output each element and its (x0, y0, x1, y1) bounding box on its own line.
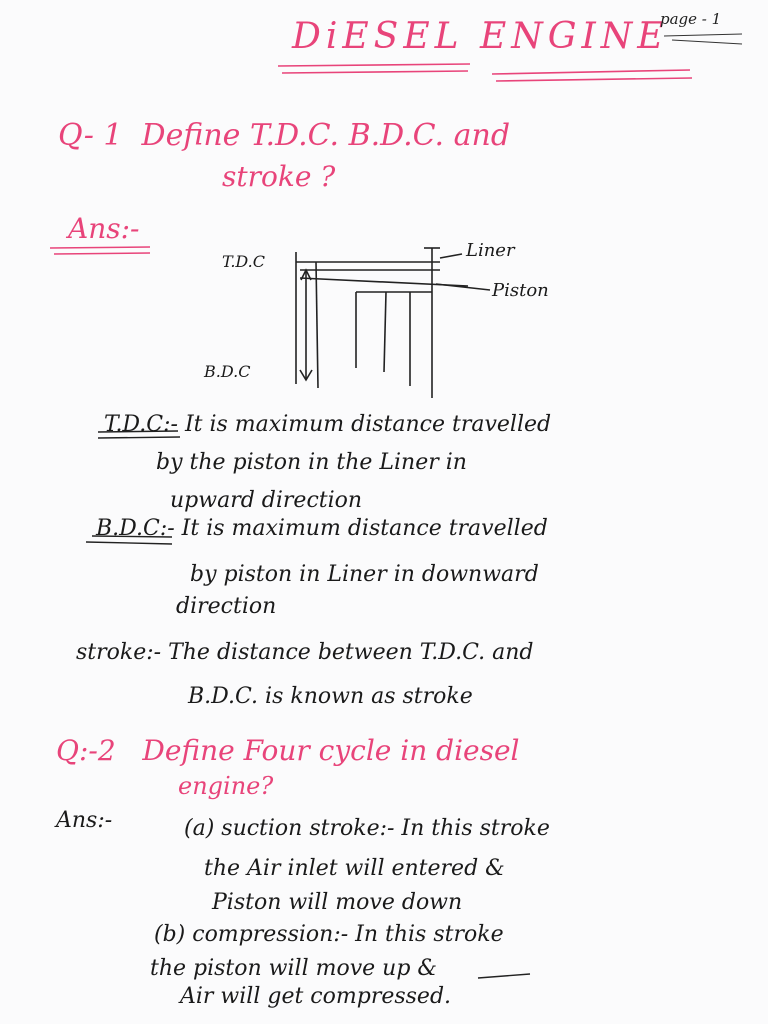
strikethrough (478, 974, 530, 978)
bdc-definition-line-2: by piston in Liner in downward (190, 562, 539, 587)
compression-stroke-line-3: Air will get compressed. (180, 984, 452, 1009)
bdc-definition-line-3: direction (176, 594, 277, 619)
bdc-label: B.D.C (204, 362, 251, 381)
tdc-label: T.D.C (222, 252, 265, 271)
tdc-definition-line-2: by the piston in the Liner in (156, 450, 467, 475)
piston-label: Piston (492, 280, 549, 301)
answer-2-label: Ans:- (56, 808, 113, 833)
page-number-box (664, 34, 742, 44)
bdc-definition-line-1 (96, 516, 548, 541)
bdc-text: :- It is maximum distance travelled (159, 516, 548, 541)
piston-liner-diagram (296, 248, 490, 398)
compression-stroke-line-2: the piston will move up & (150, 956, 437, 981)
question-1-line-2: stroke ? (222, 160, 336, 193)
question-1-label: Q- 1 (58, 118, 123, 153)
question-2-line-2: engine? (178, 772, 274, 800)
suction-stroke-line-2: the Air inlet will entered & (204, 856, 505, 881)
page-number: page - 1 (660, 10, 722, 28)
answer-1-label: Ans:- (68, 212, 140, 245)
stroke-definition-line-2: B.D.C. is known as stroke (188, 684, 473, 709)
question-2-line-1 (56, 734, 520, 767)
liner-label: Liner (466, 240, 515, 261)
title-underline (278, 64, 692, 81)
stroke-term: stroke:- (76, 640, 162, 665)
tdc-definition-line-1 (104, 412, 551, 437)
stroke-definition-line-1 (76, 640, 533, 665)
question-2-text: Define Four cycle in diesel (142, 734, 520, 767)
question-2-label: Q:-2 (56, 734, 116, 767)
suction-stroke-line-1: (a) suction stroke:- In this stroke (184, 816, 550, 841)
bdc-term: B.D.C (96, 516, 160, 541)
tdc-definition-line-3: upward direction (170, 488, 363, 513)
page-title: DiESEL ENGINE (292, 16, 669, 57)
suction-stroke-line-3: Piston will move down (212, 890, 463, 915)
question-1-line-1 (58, 118, 510, 153)
tdc-term: T.D.C (104, 412, 164, 437)
compression-stroke-line-1: (b) compression:- In this stroke (154, 922, 504, 947)
question-1-text: Define T.D.C. B.D.C. and (141, 118, 511, 153)
answer-underline (50, 247, 150, 254)
stroke-text: The distance between T.D.C. and (168, 640, 534, 665)
tdc-text: :- It is maximum distance travelled (163, 412, 552, 437)
